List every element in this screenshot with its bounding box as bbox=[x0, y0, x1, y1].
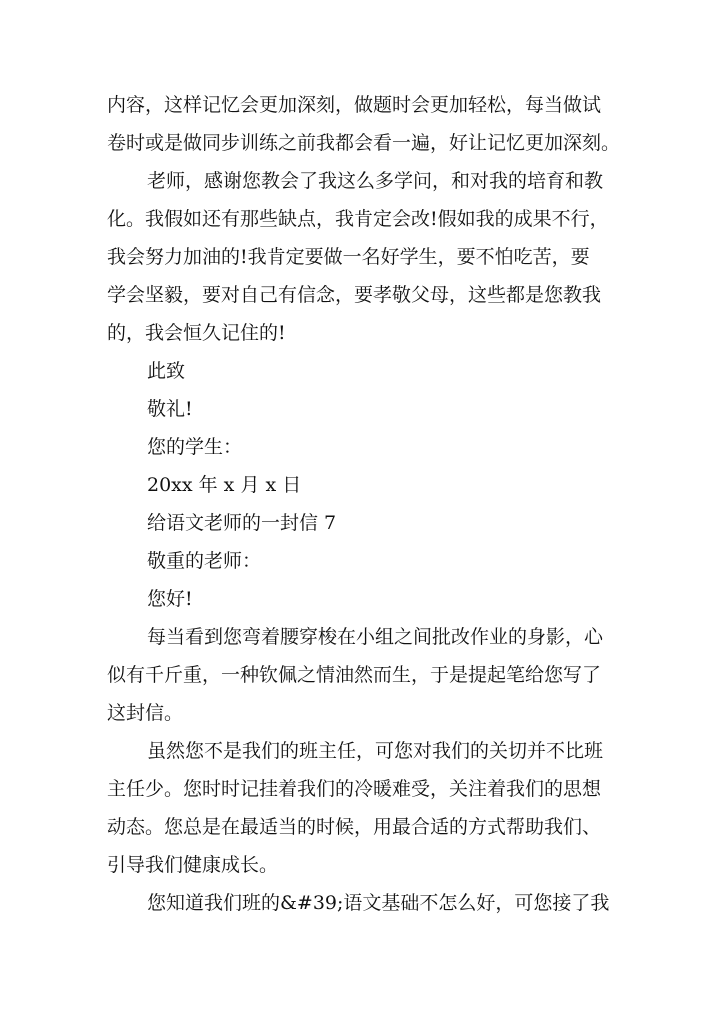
signature-label: 您的学生： bbox=[147, 436, 243, 458]
text-line: 虽然您不是我们的班主任，可您对我们的关切并不比班 bbox=[147, 740, 604, 762]
letter-date: 20xx 年 x 月 x 日 bbox=[147, 474, 302, 496]
text-line: 学会坚毅，要对自己有信念，要孝敬父母，这些都是您教我 bbox=[107, 284, 602, 306]
text-line: 卷时或是做同步训练之前我都会看一遍，好让记忆更加深刻。 bbox=[107, 132, 621, 154]
closing-salutation: 此致 bbox=[147, 360, 186, 382]
letter-greeting: 敬重的老师： bbox=[147, 550, 262, 572]
text-line: 老师，感谢您教会了我这么多学问，和对我的培育和教 bbox=[147, 170, 604, 192]
closing-respect: 敬礼! bbox=[147, 398, 193, 420]
text-line: 化。我假如还有那些缺点，我肯定会改!假如我的成果不行， bbox=[107, 208, 609, 230]
text-line: 动态。您总是在最适当的时候，用最合适的方式帮助我们、 bbox=[107, 816, 602, 838]
text-line: 的，我会恒久记住的! bbox=[107, 322, 286, 344]
text-line: 主任少。您时时记挂着我们的冷暖难受，关注着我们的思想 bbox=[107, 778, 602, 800]
text-line: 似有千斤重，一种钦佩之情油然而生，于是提起笔给您写了 bbox=[107, 664, 602, 686]
text-line: 这封信。 bbox=[107, 702, 184, 724]
text-line: 每当看到您弯着腰穿梭在小组之间批改作业的身影，心 bbox=[147, 626, 604, 648]
text-line: 引导我们健康成长。 bbox=[107, 854, 279, 876]
letter-hello: 您好! bbox=[147, 588, 193, 610]
text-line: 您知道我们班的&#39;语文基础不怎么好，可您接了我 bbox=[147, 892, 610, 914]
text-line: 我会努力加油的!我肯定要做一名好学生，要不怕吃苦，要 bbox=[107, 246, 590, 268]
letter-title: 给语文老师的一封信 7 bbox=[147, 512, 337, 534]
text-line: 内容，这样记忆会更加深刻，做题时会更加轻松，每当做试 bbox=[107, 94, 602, 116]
